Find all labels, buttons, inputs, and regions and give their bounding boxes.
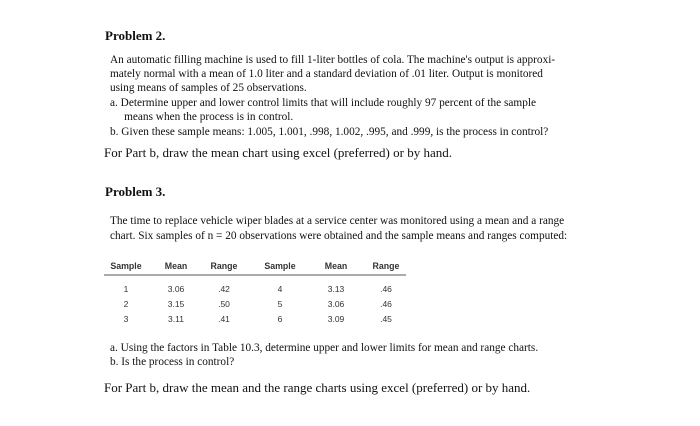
table-cell: .46 [380, 299, 392, 309]
table-header: Sample [264, 261, 296, 271]
table-header: Range [372, 261, 400, 271]
table-cell: 3 [123, 314, 129, 324]
p3-line: The time to replace vehicle wiper blades at a service center was monitored using a mean and a range [110, 215, 565, 227]
table-cell: 3.06 [167, 284, 185, 294]
table-cell: 1 [123, 284, 129, 294]
problem-3-title: Problem 3. [105, 184, 166, 199]
table-header-rule [104, 274, 406, 276]
table-cell: 5 [277, 299, 283, 309]
problem-2-title: Problem 2. [105, 28, 166, 43]
table-cell: 4 [277, 284, 283, 294]
table-cell: 3.11 [168, 314, 184, 324]
p2-line: a. Determine upper and lower control limits that will include roughly 97 percent of the sample [110, 97, 537, 109]
table-header: Sample [110, 261, 142, 271]
table-cell: 3.13 [327, 284, 345, 294]
p2-line: mately normal with a mean of 1.0 liter and a standard deviation of .01 liter. Output is monitored [110, 68, 543, 80]
p2-note: For Part b, draw the mean chart using excel (preferred) or by hand. [104, 145, 452, 160]
p3-line: chart. Six samples of n = 20 observations were obtained and the sample means and ranges computed: [110, 230, 568, 242]
table-cell: .41 [218, 314, 230, 324]
table-cell: 3.15 [167, 299, 185, 309]
p2-line: An automatic filling machine is used to fill 1-liter bottles of cola. The machine's output is approxi- [110, 54, 556, 66]
table-cell: .46 [380, 284, 392, 294]
table-header: Mean [324, 261, 348, 271]
p3-question: a. Using the factors in Table 10.3, determine upper and lower limits for mean and range charts. [110, 342, 539, 354]
p2-line: using means of samples of 25 observations. [110, 82, 307, 94]
table-cell: .50 [218, 299, 230, 309]
p3-note: For Part b, draw the mean and the range charts using excel (preferred) or by hand. [104, 380, 531, 395]
table-cell: .45 [380, 314, 392, 324]
p3-question: b. Is the process in control? [110, 356, 235, 368]
table-cell: .42 [218, 284, 230, 294]
p2-line: means when the process is in control. [110, 111, 294, 123]
table-cell: 3.09 [327, 314, 345, 324]
table-cell: 3.06 [327, 299, 345, 309]
p2-line: b. Given these sample means: 1.005, 1.001, .998, 1.002, .995, and .999, is the process in control? [110, 126, 549, 138]
table-cell: 6 [277, 314, 283, 324]
table-cell: 2 [123, 299, 129, 309]
table-header: Range [210, 261, 238, 271]
table-header: Mean [164, 261, 188, 271]
